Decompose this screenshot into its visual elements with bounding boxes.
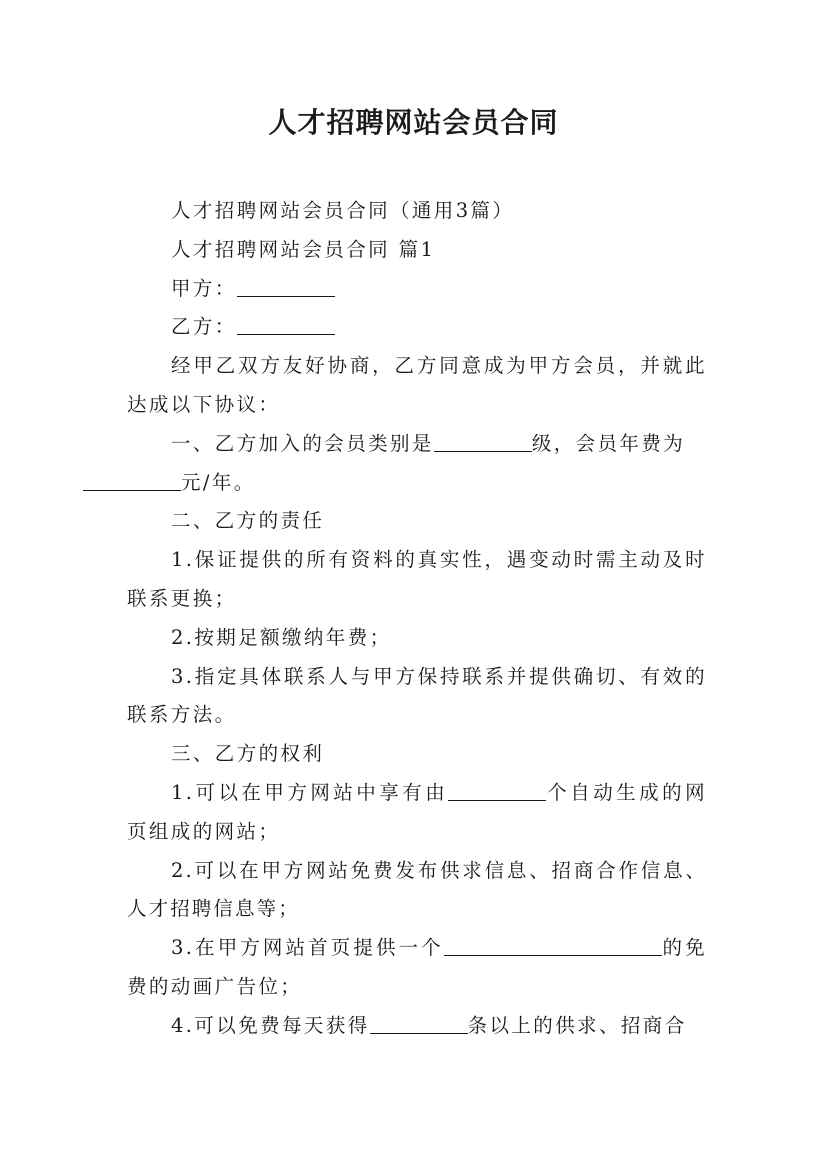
list-item-text: 个自动生成的网页组成的网站； bbox=[127, 780, 707, 843]
membership-clause bbox=[127, 425, 707, 503]
party-a-line bbox=[127, 270, 707, 309]
party-b-blank bbox=[237, 315, 335, 336]
list-item: 2.按期足额缴纳年费； bbox=[171, 625, 392, 649]
membership-text-1: 一、乙方加入的会员类别是 bbox=[171, 431, 434, 455]
document-body bbox=[127, 192, 707, 1046]
ad-position-blank bbox=[444, 936, 662, 957]
membership-text-2: 级，会员年费为 bbox=[531, 431, 686, 455]
agreement-intro: 经甲乙双方友好协商，乙方同意成为甲方会员，并就此达成以下协议： bbox=[127, 354, 707, 416]
document-title: 人才招聘网站会员合同 bbox=[268, 106, 559, 139]
membership-text-3: 元/年。 bbox=[181, 470, 256, 494]
list-item-text: 4.可以免费每天获得 bbox=[171, 1013, 370, 1037]
section-heading: 三、乙方的权利 bbox=[171, 742, 325, 766]
list-item-text: 条以上的供求、招商合 bbox=[467, 1013, 687, 1037]
page-count-blank bbox=[448, 780, 546, 801]
list-item bbox=[127, 1007, 707, 1046]
list-item-text: 的免费的动画广告位； bbox=[127, 936, 707, 998]
list-item-text: 3.在甲方网站首页提供一个 bbox=[171, 936, 444, 960]
list-item bbox=[127, 929, 707, 1007]
list-item: 2.可以在甲方网站免费发布供求信息、招商合作信息、人才招聘信息等； bbox=[127, 858, 707, 921]
daily-count-blank bbox=[370, 1013, 468, 1034]
party-b-line bbox=[127, 308, 707, 347]
subtitle-paragraph: 人才招聘网站会员合同（通用3篇） bbox=[171, 199, 515, 222]
list-item: 1.保证提供的所有资料的真实性，遇变动时需主动及时联系更换； bbox=[127, 548, 707, 610]
list-item: 3.指定具体联系人与甲方保持联系并提供确切、有效的联系方法。 bbox=[127, 664, 707, 727]
party-a-blank bbox=[237, 276, 335, 297]
section-heading: 二、乙方的责任 bbox=[171, 509, 325, 533]
party-a-label: 甲方： bbox=[171, 276, 237, 300]
membership-level-blank bbox=[434, 431, 532, 452]
section-heading: 人才招聘网站会员合同 篇1 bbox=[171, 237, 436, 261]
annual-fee-blank bbox=[83, 470, 181, 491]
list-item bbox=[127, 774, 707, 852]
party-b-label: 乙方： bbox=[171, 315, 237, 339]
list-item-text: 1.可以在甲方网站中享有由 bbox=[171, 780, 449, 804]
